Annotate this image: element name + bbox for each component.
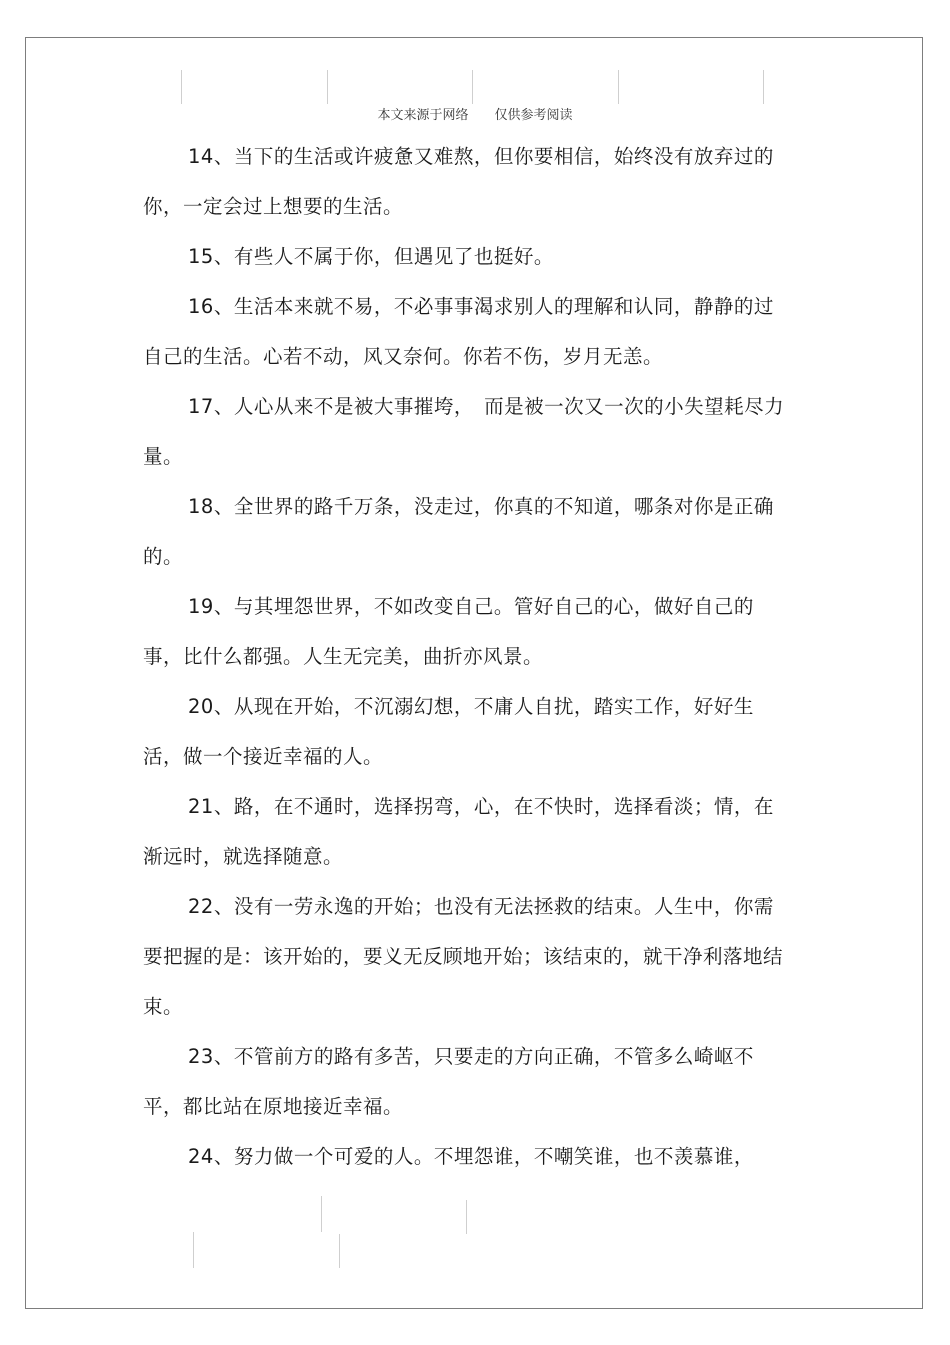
top-guide-mark (763, 70, 764, 104)
top-guide-mark (618, 70, 619, 104)
paragraph-20: 20、从现在开始，不沉溺幻想，不庸人自扰，踏实工作，好好生活，做一个接近幸福的人。 (143, 695, 754, 768)
paragraph-22: 22、没有一劳永逸的开始；也没有无法拯救的结束。人生中，你需要把握的是：该开始的，要义无反顾地开始；该结束的，就干净利落地结束。 (143, 895, 784, 1018)
bottom-guide-mark (193, 1232, 194, 1268)
source-note: 本文来源于网络 (377, 108, 469, 123)
paragraph-15: 15、有些人不属于你，但遇见了也挺好。 (188, 245, 554, 268)
paragraph-23: 23、不管前方的路有多苦，只要走的方向正确，不管多么崎岖不平，都比站在原地接近幸福。 (143, 1045, 754, 1118)
paragraph-19: 19、与其埋怨世界，不如改变自己。管好自己的心，做好自己的事，比什么都强。人生无完美，曲折亦风景。 (143, 595, 754, 668)
reference-note: 仅供参考阅读 (494, 108, 573, 123)
header-note (0, 104, 950, 123)
paragraph-14: 14、当下的生活或许疲惫又难熬，但你要相信，始终没有放弃过的你，一定会过上想要的生活。 (143, 145, 774, 218)
top-guide-mark (472, 70, 473, 104)
document-body (143, 132, 793, 1182)
paragraph-16: 16、生活本来就不易，不必事事渴求别人的理解和认同，静静的过自己的生活。心若不动，风又奈何。你若不伤，岁月无恙。 (143, 295, 774, 368)
paragraph-24: 24、努力做一个可爱的人。不埋怨谁，不嘲笑谁，也不羡慕谁， (188, 1145, 754, 1168)
paragraph-18: 18、全世界的路千万条，没走过，你真的不知道，哪条对你是正确的。 (143, 495, 774, 568)
bottom-guide-mark (339, 1234, 340, 1268)
bottom-guide-mark (466, 1200, 467, 1234)
top-guide-mark (181, 70, 182, 104)
paragraph-21: 21、路，在不通时，选择拐弯，心，在不快时，选择看淡；情，在渐远时，就选择随意。 (143, 795, 774, 868)
bottom-guide-mark (321, 1196, 322, 1232)
paragraph-17: 17、人心从来不是被大事摧垮， 而是被一次又一次的小失望耗尽力量。 (143, 395, 785, 468)
top-guide-mark (327, 70, 328, 104)
